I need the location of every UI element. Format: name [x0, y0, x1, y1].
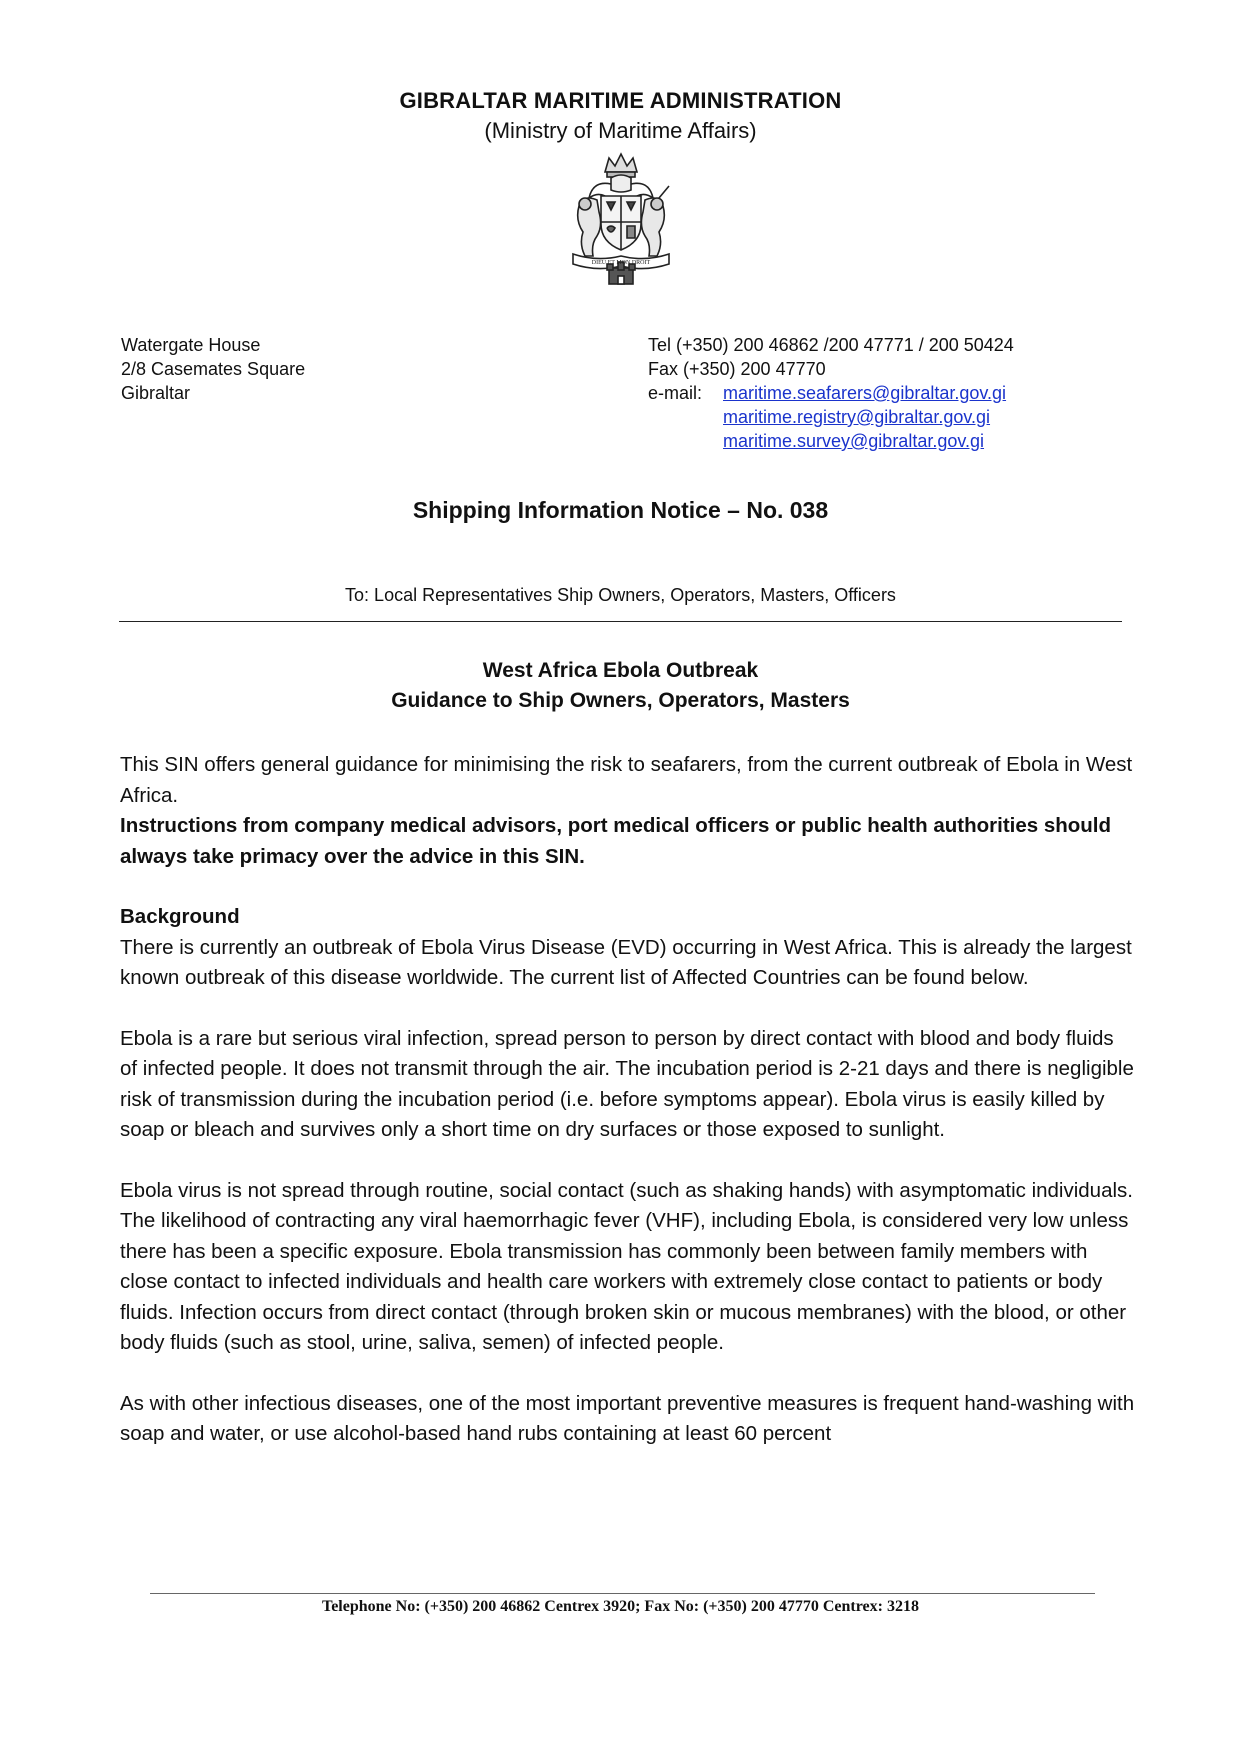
background-paragraph-2: Ebola is a rare but serious viral infection, spread person to person by direct contact with blood and body fluids of infected people. It does not transmit through the air. The incubation period is 2-21 days and there is negligible risk of transmission during the incubation period (i.e. before symptoms appear). Ebola virus is easily killed by soap or bleach and survives only a short time on dry surfaces or those exposed to sunlight.	[120, 1026, 1134, 1141]
footer-divider	[150, 1593, 1095, 1594]
svg-text:DIEU ET MON DROIT: DIEU ET MON DROIT	[591, 260, 651, 266]
email-link-seafarers[interactable]: maritime.seafarers@gibraltar.gov.gi	[723, 383, 1007, 403]
organization-name: GIBRALTAR MARITIME ADMINISTRATION	[399, 88, 842, 113]
contact-details	[648, 333, 1014, 453]
intro-paragraph: This SIN offers general guidance for minimising the risk to seafarers, from the current outbreak of Ebola in West Africa.	[120, 753, 1133, 807]
email-row-3	[648, 429, 1014, 453]
recipients-line: To: Local Representatives Ship Owners, Operators, Masters, Officers	[345, 585, 896, 605]
background-heading: Background	[120, 905, 240, 928]
notice-headline	[0, 656, 1241, 716]
headline-title: West Africa Ebola Outbreak	[482, 659, 759, 682]
fax-number: Fax (+350) 200 47770	[648, 359, 826, 379]
header-divider	[119, 621, 1122, 622]
organization-subtitle: (Ministry of Maritime Affairs)	[484, 118, 757, 143]
background-paragraph-4: As with other infectious diseases, one of the most important preventive measures is frequent hand-washing with soap and water, or use alcohol-based hand rubs containing at least 60 percent	[120, 1391, 1135, 1445]
background-paragraph-3: Ebola virus is not spread through routine, social contact (such as shaking hands) with asymptomatic individuals. The likelihood of contracting any viral haemorrhagic fever (VHF), including Ebola, is considered very low unless there has been a specific exposure. Ebola transmission has commonly been between family members with close contact to infected individuals and health care workers with extremely close contact to patients or body fluids. Infection occurs from direct contact (through broken skin or mucous membranes) with the blood, or other body fluids (such as stool, urine, saliva, semen) of infected people.	[120, 1178, 1133, 1354]
address-line-2: 2/8 Casemates Square	[121, 359, 306, 379]
email-label: e-mail:	[648, 383, 703, 403]
telephone-numbers: Tel (+350) 200 46862 /200 47771 / 200 50424	[648, 335, 1014, 355]
postal-address	[121, 333, 305, 405]
email-row-1	[648, 381, 1014, 405]
email-link-survey[interactable]: maritime.survey@gibraltar.gov.gi	[723, 431, 985, 451]
coat-of-arms-crest-icon	[553, 150, 689, 290]
notice-body	[120, 750, 1135, 1450]
headline-subtitle: Guidance to Ship Owners, Operators, Masters	[391, 689, 850, 712]
email-link-registry[interactable]: maritime.registry@gibraltar.gov.gi	[723, 407, 991, 427]
background-paragraph-1: There is currently an outbreak of Ebola Virus Disease (EVD) occurring in West Africa. This is already the largest known outbreak of this disease worldwide. The current list of Affected Countries can be found below.	[120, 935, 1132, 989]
address-line-1: Watergate House	[121, 335, 261, 355]
address-line-3: Gibraltar	[121, 383, 191, 403]
email-row-2	[648, 405, 1014, 429]
intro-bold-paragraph: Instructions from company medical advisors, port medical officers or public health authorities should always take primacy over the advice in this SIN.	[120, 814, 1112, 868]
notice-title: Shipping Information Notice – No. 038	[412, 497, 829, 523]
page-footer: Telephone No: (+350) 200 46862 Centrex 3920; Fax No: (+350) 200 47770 Centrex: 3218	[322, 1598, 919, 1615]
